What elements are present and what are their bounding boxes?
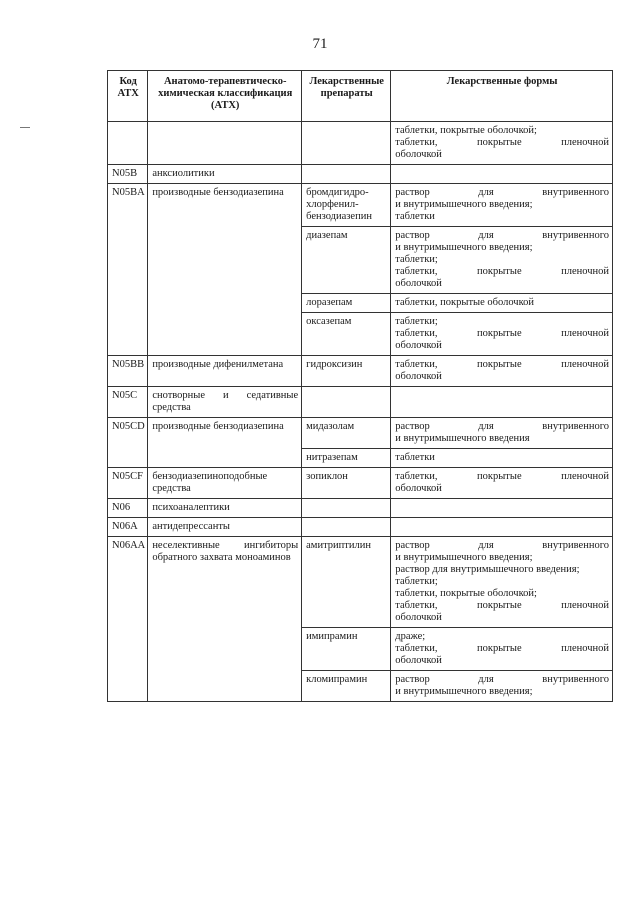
table-row <box>108 165 613 184</box>
dosage-form-line: таблетки; <box>395 254 438 265</box>
dosage-form-line: раствор для внутривенного <box>395 230 609 241</box>
drug-name: имипрамин <box>306 631 358 642</box>
atx-code-cell: N05B <box>108 165 148 184</box>
dosage-form-line: оболочкой <box>395 483 442 494</box>
dosage-form-line: раствор для внутривенного <box>395 674 609 685</box>
drug-name-cell <box>302 537 391 628</box>
atx-code-cell: N06 <box>108 499 148 518</box>
drug-name-cell <box>302 227 391 294</box>
atx-code-cell <box>108 122 148 165</box>
drug-forms-cell <box>391 227 613 294</box>
table-row <box>108 468 613 499</box>
drug-forms-cell <box>391 165 613 184</box>
atx-code-cell: N05CF <box>108 468 148 499</box>
atx-code-cell: N05C <box>108 387 148 418</box>
drug-name-cell <box>302 356 391 387</box>
dosage-form-line: таблетки, покрытые пленочной <box>395 643 609 654</box>
drug-forms-cell <box>391 671 613 702</box>
drug-name-cell <box>302 418 391 449</box>
atx-classification-cell: производные бензодиазепина <box>148 418 302 468</box>
atx-classification-cell: производные бензодиазепина <box>148 184 302 356</box>
drug-name-cell <box>302 499 391 518</box>
atx-code-cell: N05BB <box>108 356 148 387</box>
atx-classification-cell: снотворные и седативные средства <box>148 387 302 418</box>
drug-forms-cell <box>391 518 613 537</box>
drug-forms-cell <box>391 387 613 418</box>
drug-forms-cell <box>391 356 613 387</box>
table-row <box>108 418 613 449</box>
drug-name: зопиклон <box>306 471 348 482</box>
drug-forms-cell <box>391 468 613 499</box>
drug-name-cell <box>302 628 391 671</box>
dosage-form-line: оболочкой <box>395 149 442 160</box>
atx-code-cell: N05CD <box>108 418 148 468</box>
dosage-form-line: таблетки, покрытые оболочкой; <box>395 588 537 599</box>
drug-name: кломипрамин <box>306 674 368 685</box>
header-code: Код ATX <box>108 71 148 122</box>
drug-forms-cell <box>391 628 613 671</box>
atx-table-body <box>108 122 613 702</box>
drug-name: нитразепам <box>306 452 358 463</box>
atx-classification-cell: антидепрессанты <box>148 518 302 537</box>
dosage-form-line: оболочкой <box>395 371 442 382</box>
dosage-form-line: раствор для внутривенного <box>395 540 609 551</box>
table-row <box>108 499 613 518</box>
drug-name: мидазолам <box>306 421 355 432</box>
drug-name-cell <box>302 671 391 702</box>
drug-name-cell <box>302 468 391 499</box>
drug-name-cell <box>302 518 391 537</box>
atx-classification-cell <box>148 122 302 165</box>
drug-name-cell <box>302 165 391 184</box>
dosage-form-line: таблетки, покрытые пленочной <box>395 266 609 277</box>
dosage-form-line: таблетки, покрытые оболочкой; <box>395 125 537 136</box>
table-row <box>108 387 613 418</box>
dosage-form-line: таблетки, покрытые пленочной <box>395 471 609 482</box>
dosage-form-line: таблетки; <box>395 316 438 327</box>
page-number: 71 <box>312 36 328 52</box>
atx-code-cell: N06A <box>108 518 148 537</box>
drug-name: бромдигидро-хлорфенил-бензодиазепин <box>306 187 372 222</box>
header-classification: Анатомо-терапевтическо-химическая классификация (ATX) <box>148 71 302 122</box>
atx-code-cell: N06AA <box>108 537 148 702</box>
table-row <box>108 518 613 537</box>
dosage-form-line: таблетки; <box>395 576 438 587</box>
dosage-form-line: драже; <box>395 631 426 642</box>
drug-forms-cell <box>391 449 613 468</box>
header-forms: Лекарственные формы <box>391 71 613 122</box>
atx-classification-cell: неселективные ингибиторы обратного захвата моноаминов <box>148 537 302 702</box>
drug-forms-cell <box>391 418 613 449</box>
atx-classification-cell: психоаналептики <box>148 499 302 518</box>
dosage-form-line: и внутримышечного введения; <box>395 552 533 563</box>
dosage-form-line: раствор для внутримышечного введения; <box>395 564 580 575</box>
atx-code-cell: N05BA <box>108 184 148 356</box>
atx-classification-cell: производные дифенилметана <box>148 356 302 387</box>
drug-name: гидроксизин <box>306 359 363 370</box>
drug-forms-cell <box>391 294 613 313</box>
drug-name-cell <box>302 122 391 165</box>
dosage-form-line: таблетки <box>395 452 435 463</box>
dosage-form-line: и внутримышечного введения; <box>395 242 533 253</box>
dosage-form-line: оболочкой <box>395 655 442 666</box>
scan-artifact-mark <box>20 127 30 128</box>
drug-forms-cell <box>391 122 613 165</box>
atx-table <box>107 70 613 702</box>
drug-name-cell <box>302 184 391 227</box>
drug-name-cell <box>302 313 391 356</box>
dosage-form-line: раствор для внутривенного <box>395 187 609 198</box>
table-row <box>108 122 613 165</box>
dosage-form-line: таблетки <box>395 211 435 222</box>
drug-forms-cell <box>391 499 613 518</box>
dosage-form-line: таблетки, покрытые пленочной <box>395 600 609 611</box>
dosage-form-line: и внутримышечного введения; <box>395 199 533 210</box>
dosage-form-line: таблетки, покрытые пленочной <box>395 359 609 370</box>
dosage-form-line: оболочкой <box>395 612 442 623</box>
drug-name-cell <box>302 294 391 313</box>
drug-forms-cell <box>391 313 613 356</box>
table-row <box>108 356 613 387</box>
drug-forms-cell <box>391 537 613 628</box>
table-row <box>108 184 613 227</box>
drug-name: амитриптилин <box>306 540 371 551</box>
drug-name: диазепам <box>306 230 348 241</box>
dosage-form-line: таблетки, покрытые пленочной <box>395 137 609 148</box>
table-row <box>108 537 613 628</box>
drug-forms-cell <box>391 184 613 227</box>
dosage-form-line: оболочкой <box>395 278 442 289</box>
dosage-form-line: таблетки, покрытые оболочкой <box>395 297 535 308</box>
dosage-form-line: оболочкой <box>395 340 442 351</box>
dosage-form-line: раствор для внутривенного <box>395 421 609 432</box>
table-header-row <box>108 71 613 122</box>
drug-name-cell <box>302 449 391 468</box>
header-drugs: Лекарственные препараты <box>302 71 391 122</box>
atx-classification-cell: анксиолитики <box>148 165 302 184</box>
dosage-form-line: таблетки, покрытые пленочной <box>395 328 609 339</box>
drug-name: лоразепам <box>306 297 353 308</box>
dosage-form-line: и внутримышечного введения; <box>395 686 533 697</box>
atx-classification-cell: бензодиазепиноподобные средства <box>148 468 302 499</box>
dosage-form-line: и внутримышечного введения <box>395 433 530 444</box>
drug-name: оксазепам <box>306 316 352 327</box>
drug-name-cell <box>302 387 391 418</box>
